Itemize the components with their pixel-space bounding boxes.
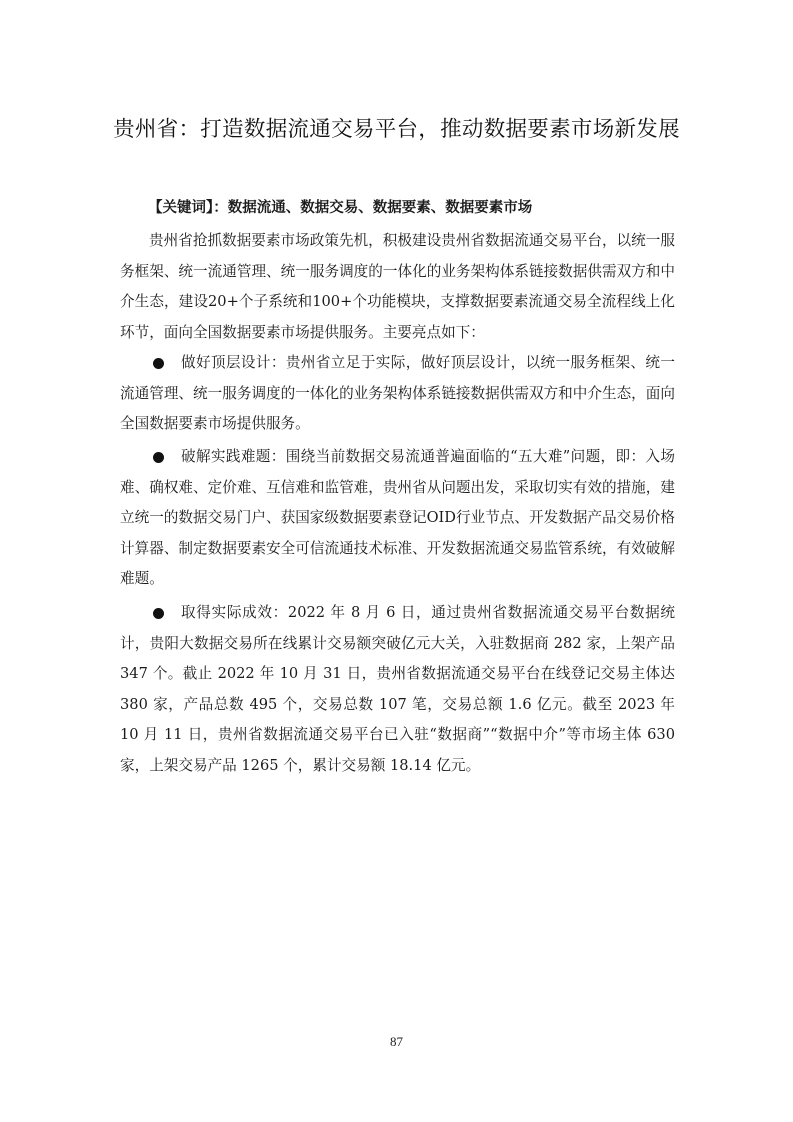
page-number: 87 xyxy=(390,1034,403,1049)
bullet-item xyxy=(120,442,675,595)
intro-paragraph: 贵州省抢抓数据要素市场政策先机，积极建设贵州省数据流通交易平台，以统一服务框架、统一流通管理、统一服务调度的一体化的业务架构体系链接数据供需双方和中介生态，建设20+个子系统和100+个功能模块，支撑数据要素流通交易全流程线上化环节，面向全国数据要素市场提供服务。主要亮点如下： xyxy=(120,232,675,341)
page-title: 贵州省：打造数据流通交易平台，推动数据要素市场新发展 xyxy=(113,117,680,142)
bullet-text: 做好顶层设计：贵州省立足于实际，做好顶层设计，以统一服务框架、统一流通管理、统一服务调度的一体化的业务架构体系链接数据供需双方和中介生态，面向全国数据要素市场提供服务。 xyxy=(120,354,675,433)
bullet-text: 取得实际成效：2022 年 8 月 6 日，通过贵州省数据流通交易平台数据统计，贵阳大数据交易所在线累计交易额突破亿元大关，入驻数据商 282 家，上架产品 347 个。截止 2022 年 10 月 31 日，贵州省数据流通交易平台在线登记交易主体达 380 家，产品总数 495 个，交易总数 107 笔，交易总额 1.6 亿元。截至 2023 年 10 月 11 日，贵州省数据流通交易平台已入驻“数据商”“数据中介”等市场主体 630 家，上架交易产品 1265 个，累计交易额 18.14 亿元。 xyxy=(120,604,675,774)
bullet-item xyxy=(120,598,675,782)
bullet-text: 破解实践难题：围绕当前数据交易流通普遍面临的“五大难”问题，即：入场难、确权难、定价难、互信难和监管难，贵州省从问题出发，采取切实有效的措施，建立统一的数据交易门户、获国家级数据要素登记OID行业节点、开发数据产品交易价格计算器、制定数据要素安全可信流通技术标准、开发数据流通交易监管系统，有效破解难题。 xyxy=(120,448,675,588)
bullet-dot-icon xyxy=(153,452,164,463)
keywords-line: 【关键词】：数据流通、数据交易、数据要素、数据要素市场 xyxy=(148,199,533,216)
bullet-dot-icon xyxy=(153,608,164,619)
bullet-dot-icon xyxy=(153,358,164,369)
bullet-item xyxy=(120,348,675,440)
